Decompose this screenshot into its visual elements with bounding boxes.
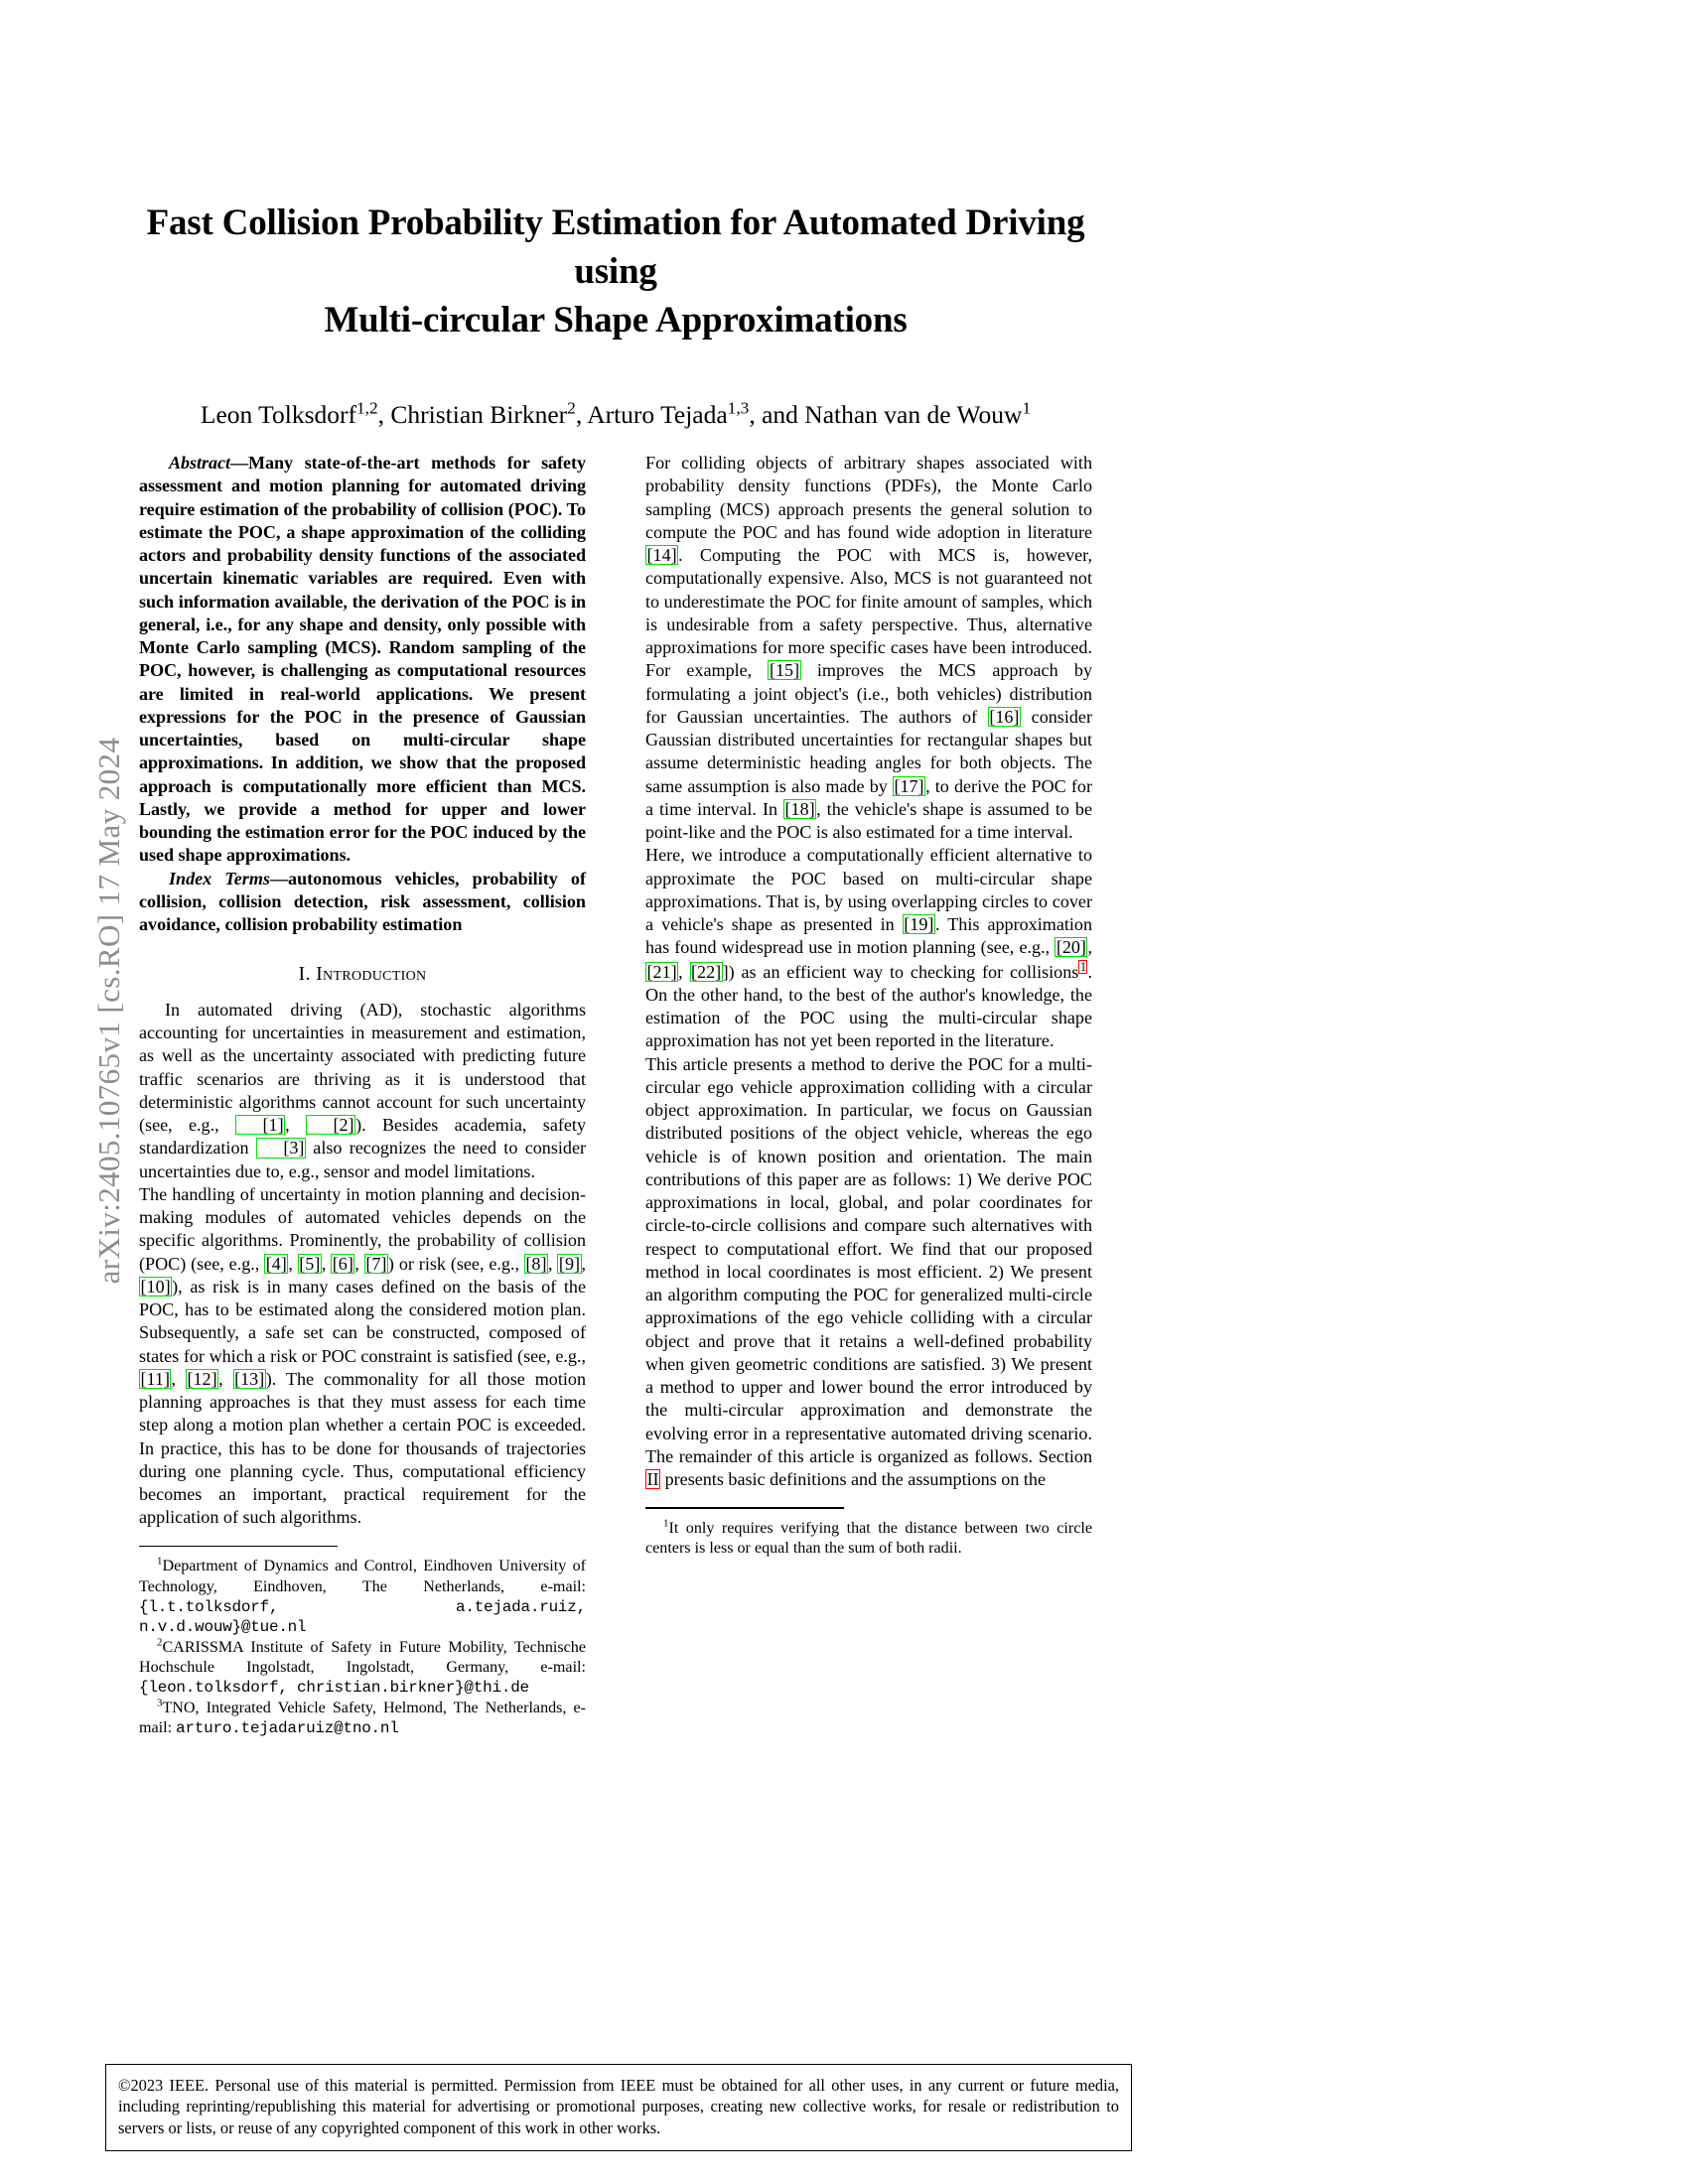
- footnote-1-text: Department of Dynamics and Control, Eindhoven University of Technology, Eindhoven, The Netherlands, e-mail:: [139, 1558, 586, 1595]
- author-2-affil: 2: [567, 398, 576, 418]
- footnotes-left: [139, 1557, 586, 1738]
- index-terms-paragraph: [139, 868, 586, 937]
- citation-9[interactable]: [9]: [558, 1253, 581, 1274]
- citation-14[interactable]: [14]: [646, 545, 677, 565]
- citation-15[interactable]: [15]: [769, 660, 800, 681]
- footnote-3-email: arturo.tejadaruiz@tno.nl: [176, 1718, 399, 1737]
- author-1-affil: 1,2: [355, 398, 378, 418]
- intro-p2-text-d: ). The commonality for all those motion planning approaches is that they must assess for each time step along a motion plan whether a certain POC is exceeded. In practice, this has to be done for thousands of trajectories during one planning cycle. Thus, computational efficiency becomes an important, practical requirement for the application of such algorithms.: [139, 1368, 586, 1528]
- abstract-dash: —: [229, 453, 248, 473]
- citation-5[interactable]: [5]: [299, 1253, 321, 1274]
- footnote-3: [139, 1699, 586, 1739]
- right-p1-text-b: . Computing the POC with MCS is, however, computationally expensive. Also, MCS is not guaranteed not to underestimate the POC for finite amount of samples, which is undesirable from a safety perspective. Thus, alternative approximations for more specific cases have been introduced. For example,: [645, 545, 1092, 681]
- right-p1-text-e: , to derive the POC for a time interval. In: [645, 775, 1092, 819]
- right-p1-text-f: , the vehicle's shape is assumed to be point-like and the POC is also estimated for a time interval.: [645, 798, 1092, 842]
- intro-p2-text-a: The handling of uncertainty in motion planning and decision-making modules of automated vehicles depends on the specific algorithms. Prominently, the probability of collision (POC) (see, e.g.,: [139, 1183, 586, 1274]
- citation-1[interactable]: [1]: [235, 1115, 285, 1135]
- right-p2-text-b: . This approximation has found widespread use in motion planning (see, e.g.,: [645, 914, 1093, 958]
- footnote-3-marker: 3: [157, 1697, 163, 1709]
- intro-p1-text-c: also recognizes the need to consider uncertainties due to, e.g., sensor and model limitations.: [139, 1138, 586, 1181]
- left-column: [139, 452, 586, 1738]
- footnotes-right: [645, 1519, 1092, 1560]
- abstract-body: Many state-of-the-art methods for safety assessment and motion planning for automated driving require estimation of the probability of collision (POC). To estimate the POC, a shape approximation of the colliding actors and probability density functions of the associated uncertain kinematic variables are required. Even with such information available, the derivation of the POC is in general, i.e., for any shape and density, only possible with Monte Carlo sampling (MCS). Random sampling of the POC, however, is challenging as computational resources are limited in real-world applications. We present expressions for the POC in the presence of Gaussian uncertainties, based on multi-circular shape approximations. In addition, we show that the proposed approach is computationally more efficient than MCS. Lastly, we provide a method for upper and lower bounding the estimation error for the POC induced by the used shape approximations.: [139, 453, 586, 866]
- right-footnote-1-text: It only requires verifying that the distance between two circle centers is less or equal than the sum of both radii.: [645, 1519, 1092, 1558]
- right-p2-text-d: . On the other hand, to the best of the author's knowledge, the estimation of the POC using the multi-circular shape approximation has not yet been reported in the literature.: [645, 961, 1092, 1051]
- footnote-reference-1[interactable]: 1: [1079, 959, 1086, 974]
- citation-7[interactable]: [7]: [365, 1253, 387, 1274]
- title-line-1: Fast Collision Probability Estimation for Automated Driving using: [146, 203, 1085, 293]
- citation-13[interactable]: [13]: [234, 1368, 265, 1389]
- author-1-name: Leon Tolksdorf: [200, 399, 356, 429]
- footnote-rule: [139, 1546, 338, 1548]
- abstract-label: Abstract: [169, 453, 230, 473]
- author-sep-3: , and: [749, 399, 805, 429]
- intro-p2-text-c: ), as risk is in many cases defined on the basis of the POC, has to be estimated along the considered motion plan. Subsequently, a safe set can be constructed, composed of states for which a risk or POC constraint is satisfied (see, e.g.,: [139, 1276, 586, 1366]
- citation-20[interactable]: [20]: [1055, 937, 1086, 958]
- citation-2[interactable]: [2]: [306, 1115, 355, 1135]
- right-paragraph-3: [645, 1053, 1092, 1492]
- intro-paragraph-2: The handling of uncertainty in motion planning and decision-making modules of automated vehicles depends on the specific algorithms. Prominently, the probability of collision (POC) (see, e.g., [4], [5], [6], [7]) or risk (see, e.g., [8], [9], [10]), as risk is in many cases defined on the basis of the POC, has to be estimated along the considered motion plan. Subsequently, a safe set can be constructed, composed of states for which a risk or POC constraint is satisfied (see, e.g., [11], [12], [13]). The commonality for all those motion planning approaches is that they must assess for each time step along a motion plan whether a certain POC is exceeded. In practice, this has to be done for thousands of trajectories during one planning cycle. Thus, computational efficiency becomes an important, practical requirement for the application of such algorithms.: [139, 1183, 587, 1528]
- copyright-text: ©2023 IEEE. Personal use of this material is permitted. Permission from IEEE must be obtained for all other uses, in any current or future media, including reprinting/republishing this material for advertising or promotional purposes, creating new collective works, for resale or redistribution to servers or lists, or reuse of any copyrighted component of this work in other works.: [118, 2076, 1119, 2137]
- footnote-1-marker: 1: [157, 1555, 163, 1568]
- copyright-notice: [105, 2064, 1132, 2151]
- author-2-name: Christian Birkner: [390, 399, 568, 429]
- arxiv-stamp: arXiv:2405.10765v1 [cs.RO] 17 May 2024: [91, 737, 126, 1285]
- intro-p1-text-a: In automated driving (AD), stochastic algorithms accounting for uncertainties in measurement and estimation, as well as the uncertainty associated with predicting future traffic scenarios are thriving as it is understood that deterministic algorithms cannot account for such uncertainty (see, e.g.,: [139, 999, 586, 1136]
- right-p3-text-a: This article presents a method to derive the POC for a multi-circular ego vehicle approximation colliding with a circular object approximation. In particular, we focus on Gaussian distributed positions of the object vehicle, whereas the ego vehicle is of known position and orientation. The main contributions of this paper are as follows: 1) We derive POC approximations in local, global, and polar coordinates for circle-to-circle collisions and compare such alternatives with respect to computational effort. We find that our proposed method in local coordinates is most efficient. 2) We present an algorithm computing the POC for generalized multi-circle approximations of the ego vehicle colliding with a circular object and prove that it retains a well-defined probability when given geometric conditions are satisfied. 3) We present a method to upper and lower bound the error introduced by the multi-circular approximation and demonstrate the evolving error in a representative automated driving scenario. The remainder of this article is organized as follows. Section: [645, 1053, 1092, 1466]
- intro-p1-text-b: ). Besides academia, safety standardization: [139, 1115, 586, 1159]
- citation-10[interactable]: [10]: [140, 1276, 171, 1297]
- citation-17[interactable]: [17]: [894, 775, 924, 796]
- author-4-name: Nathan van de Wouw: [804, 399, 1023, 429]
- right-p1-text-a: For colliding objects of arbitrary shapes associated with probability density functions (PDFs), the Monte Carlo sampling (MCS) approach presents the general solution to compute the POC and has found wide adoption in literature: [645, 453, 1092, 542]
- section-reference-ii[interactable]: II: [646, 1469, 659, 1490]
- right-p1-text-c: improves the MCS approach by formulating a joint object's (i.e., both vehicles) distribution for Gaussian uncertainties. The authors of: [645, 660, 1092, 727]
- citation-18[interactable]: [18]: [784, 798, 815, 819]
- right-paragraph-2: Here, we introduce a computationally efficient alternative to approximate the POC based on multi-circular shape approximations. That is, by using overlapping circles to cover a vehicle's shape as presented in [19]. This approximation has found widespread use in motion planning (see, e.g., [20], [21], [22]]) as an efficient way to checking for collisions 1. On the other hand, to the best of the author's knowledge, the estimation of the POC using the multi-circular shape approximation has not yet been reported in the literature.: [645, 845, 1093, 1051]
- right-footnote-1-marker: 1: [663, 1517, 669, 1530]
- intro-p2-text-b: ) or risk (see, e.g.,: [387, 1253, 524, 1274]
- author-sep-1: ,: [377, 399, 391, 429]
- index-terms-label: Index Terms: [169, 868, 270, 888]
- right-p2-text-c: ]) as an efficient way to checking for collisions: [722, 961, 1079, 982]
- right-p1-text-d: consider Gaussian distributed uncertainties for rectangular shapes but assume deterministic heading angles for both objects. The same assumption is also made by: [645, 706, 1092, 796]
- intro-paragraph-1: [139, 999, 586, 1183]
- right-column: [645, 452, 1092, 1559]
- title-block: [139, 199, 1092, 431]
- abstract-paragraph: [139, 452, 586, 868]
- citation-22[interactable]: [22]: [691, 961, 722, 982]
- citation-6[interactable]: [6]: [332, 1253, 353, 1274]
- citation-8[interactable]: [8]: [525, 1253, 547, 1274]
- citation-12[interactable]: [12]: [187, 1368, 217, 1389]
- author-4-affil: 1: [1022, 398, 1032, 418]
- author-line: [139, 398, 1092, 431]
- right-p2-text-a: Here, we introduce a computationally efficient alternative to approximate the POC based on multi-circular shape approximations. That is, by using overlapping circles to cover a vehicle's shape as presented in: [645, 845, 1092, 934]
- citation-3[interactable]: [3]: [256, 1138, 306, 1158]
- citation-21[interactable]: [21]: [646, 961, 677, 982]
- citation-11[interactable]: [11]: [140, 1368, 170, 1389]
- citation-19[interactable]: [19]: [904, 914, 934, 934]
- index-terms-body: autonomous vehicles, probability of collision, collision detection, risk assessment, collision avoidance, collision probability estimation: [139, 868, 586, 934]
- footnote-1-email: {l.t.tolksdorf, a.tejada.ruiz, n.v.d.wouw}@tue.nl: [139, 1597, 586, 1637]
- intro-p1-sep: ,: [285, 1115, 306, 1136]
- author-3-name: Arturo Tejada: [587, 399, 728, 429]
- page-title: [139, 199, 1092, 345]
- footnote-rule-right: [645, 1507, 844, 1509]
- author-3-affil: 1,3: [727, 398, 750, 418]
- right-footnote-1: [645, 1519, 1092, 1560]
- citation-4[interactable]: [4]: [265, 1253, 287, 1274]
- footnote-2-marker: 2: [157, 1636, 163, 1649]
- citation-16[interactable]: [16]: [989, 706, 1020, 727]
- title-line-2: Multi-circular Shape Approximations: [324, 300, 908, 341]
- footnote-2-email: {leon.tolksdorf, christian.birkner}@thi.de: [139, 1679, 529, 1698]
- footnote-1: [139, 1557, 586, 1637]
- footnote-2-text: CARISSMA Institute of Safety in Future Mobility, Technische Hochschule Ingolstadt, Ingolstadt, Germany, e-mail:: [139, 1638, 586, 1676]
- right-paragraph-1: [645, 452, 1092, 844]
- footnote-3-text: TNO, Integrated Vehicle Safety, Helmond, The Netherlands, e-mail:: [139, 1699, 586, 1736]
- index-terms-dash: —: [269, 868, 289, 888]
- footnote-2: [139, 1638, 586, 1699]
- section-heading-introduction: I. Introduction: [298, 963, 427, 986]
- author-sep-2: ,: [575, 399, 588, 429]
- right-p3-text-b: presents basic definitions and the assumptions on the: [660, 1469, 1047, 1490]
